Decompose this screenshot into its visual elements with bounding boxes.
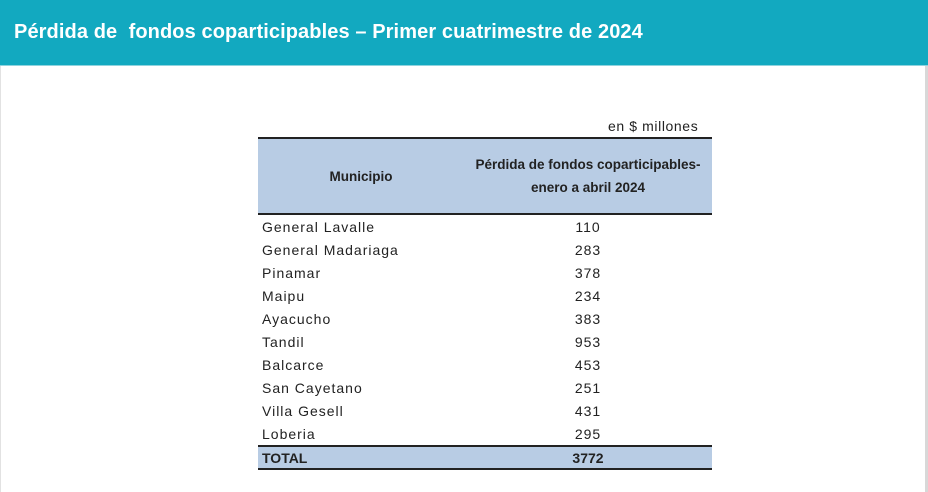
table-row (258, 307, 712, 330)
municipio-cell: General Lavalle (262, 218, 376, 235)
total-value: 3772 (464, 446, 712, 469)
column-header-perdida: Pérdida de fondos coparticipables- enero a abril 2024 (464, 138, 712, 214)
total-label: TOTAL (258, 446, 464, 469)
value-cell: 295 (574, 425, 602, 442)
value-cell: 453 (574, 356, 602, 373)
table-row (258, 399, 712, 422)
table-row (258, 261, 712, 284)
value-cell: 283 (574, 241, 602, 258)
municipio-cell: Loberia (262, 425, 316, 442)
table-row (258, 330, 712, 353)
total-row (258, 446, 712, 469)
value-cell: 953 (574, 333, 602, 350)
table-header-row (258, 138, 712, 214)
table-row (258, 376, 712, 399)
value-cell: 378 (574, 264, 602, 281)
value-cell: 383 (574, 310, 602, 327)
value-cell: 251 (574, 379, 602, 396)
municipio-cell: Ayacucho (262, 310, 332, 327)
value-cell: 431 (574, 402, 602, 419)
table-row (258, 422, 712, 446)
column-header-municipio: Municipio (258, 138, 464, 214)
page-title: Pérdida de fondos coparticipables – Primer cuatrimestre de 2024 (14, 21, 643, 43)
municipio-cell: San Cayetano (262, 379, 363, 396)
left-border (0, 66, 1, 492)
title-bar (0, 0, 928, 66)
unit-note: en $ millones (608, 118, 699, 134)
table-row (258, 214, 712, 238)
municipio-cell: Balcarce (262, 356, 325, 373)
table-row (258, 353, 712, 376)
table-row (258, 238, 712, 261)
value-cell: 234 (574, 287, 602, 304)
municipio-cell: Pinamar (262, 264, 322, 281)
losses-table (258, 137, 712, 470)
municipio-cell: Tandil (262, 333, 305, 350)
value-cell: 110 (575, 218, 601, 235)
municipio-cell: General Madariaga (262, 241, 399, 258)
municipio-cell: Villa Gesell (262, 402, 344, 419)
table-row (258, 284, 712, 307)
municipio-cell: Maipu (262, 287, 306, 304)
